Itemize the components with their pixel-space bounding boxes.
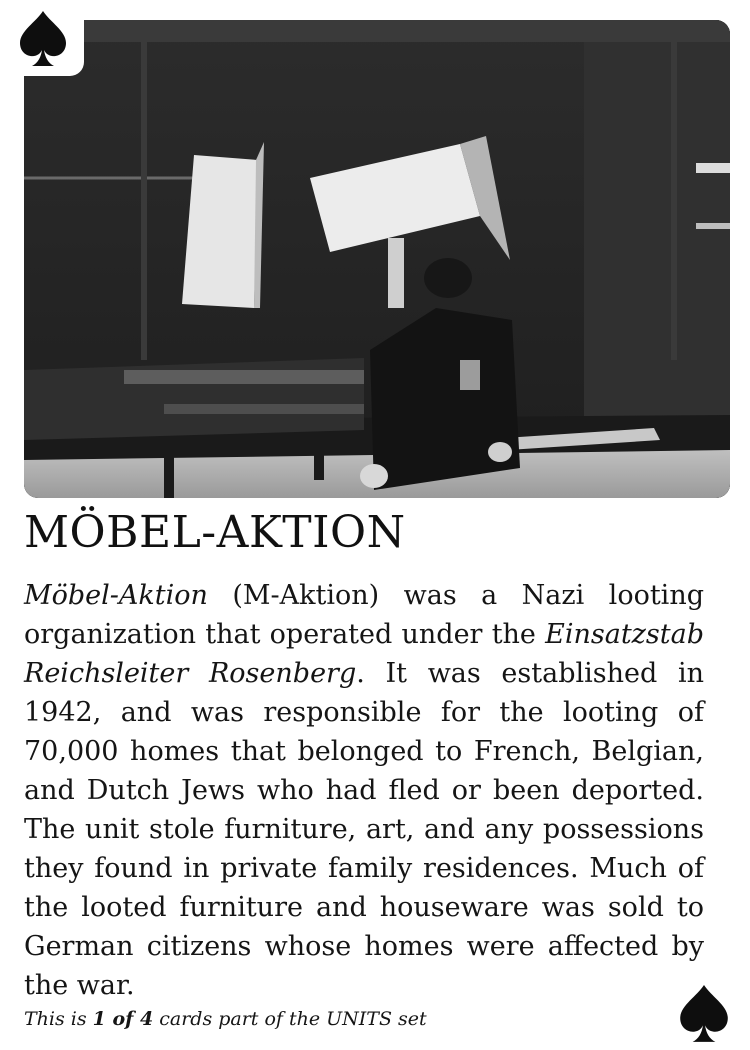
card-body (24, 576, 704, 1005)
body-text-2: . It was established in 1942, and was responsible for the looting of 70,000 homes that belonged to French, Belgian, and Dutch Jews who had fled or been deported. The unit stole furniture, art, and any possessions they found in private family residences. Much of the looted furniture and houseware was sold to German citizens whose homes were affected by the war. (24, 658, 704, 1001)
card-footer (24, 1008, 427, 1030)
footer-suffix: cards part of the UNITS set (153, 1008, 427, 1030)
spade-icon (18, 10, 68, 68)
footer-count: 1 of 4 (92, 1008, 154, 1030)
spade-icon (678, 984, 730, 1044)
card-title: MÖBEL-AKTION (24, 507, 406, 558)
photo-illustration (24, 20, 730, 498)
card-photo (24, 20, 730, 498)
footer-prefix: This is (24, 1008, 93, 1030)
body-italic-org: Einsatzstab Reichsleiter Rosenberg (24, 619, 704, 689)
corner-tab (0, 0, 84, 76)
body-italic-term: Möbel-Aktion (24, 580, 208, 611)
body-text-1: (M-Aktion) was a Nazi looting organization that operated under the (24, 580, 704, 650)
